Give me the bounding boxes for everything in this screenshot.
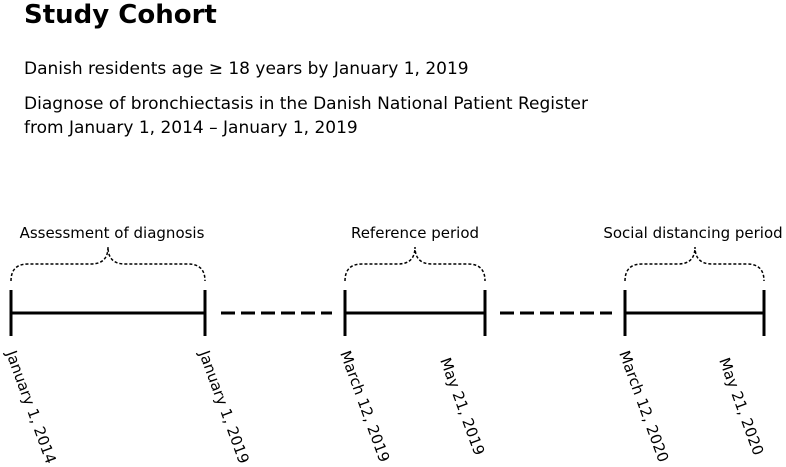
brace-social-distancing: [625, 247, 764, 281]
study-cohort-title: Study Cohort: [24, 0, 217, 30]
date-january-1-2019: January 1, 2019: [195, 348, 253, 467]
date-march-12-2020: March 12, 2020: [615, 348, 673, 465]
date-march-12-2019: March 12, 2019: [336, 348, 394, 465]
date-may-21-2019: May 21, 2019: [436, 355, 489, 458]
label-social-distancing-period: Social distancing period: [603, 224, 783, 242]
date-may-21-2020: May 21, 2020: [715, 355, 768, 458]
criteria-age-text: Danish residents age ≥ 18 years by January 1, 2019: [24, 59, 469, 79]
brace-assessment: [11, 247, 205, 281]
criteria-diagnosis-line2: from January 1, 2014 – January 1, 2019: [24, 118, 358, 138]
label-assessment-of-diagnosis: Assessment of diagnosis: [19, 224, 205, 242]
label-reference-period: Reference period: [350, 224, 480, 242]
criteria-diagnosis-line1: Diagnose of bronchiectasis in the Danish National Patient Register: [24, 94, 588, 114]
brace-reference: [345, 247, 485, 281]
date-january-1-2014: January 1, 2014: [2, 348, 60, 467]
